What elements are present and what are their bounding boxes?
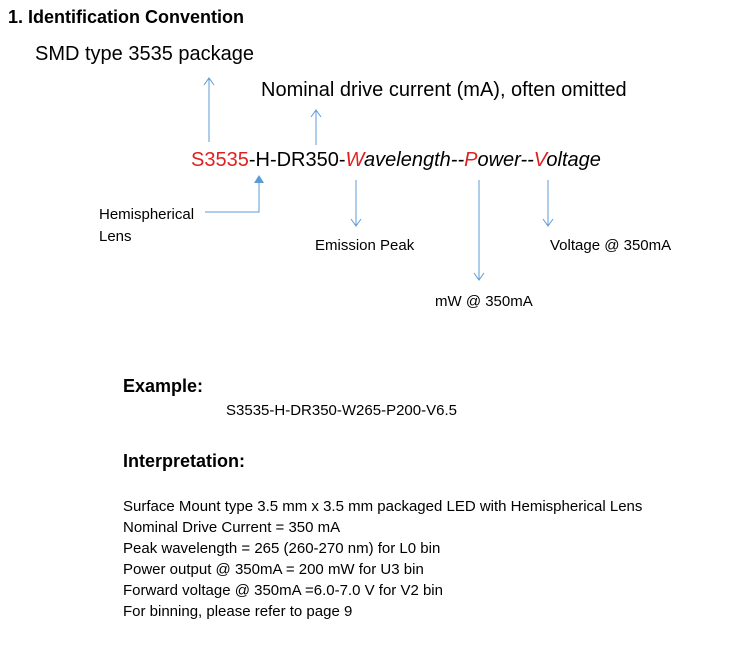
example-code: S3535-H-DR350-W265-P200-V6.5: [226, 402, 457, 419]
example-heading: Example:: [123, 376, 204, 396]
code-separator-2: --: [520, 149, 534, 171]
hemispherical-lens-label: [99, 204, 194, 248]
code-wavelength-rest: avelength: [364, 149, 451, 171]
interpretation-list: [123, 496, 642, 622]
drive-current-label: Nominal drive current (mA), often omitted: [261, 79, 627, 101]
interpretation-line: Power output @ 350mA = 200 mW for U3 bin: [123, 561, 424, 578]
code-voltage-rest: oltage: [546, 149, 601, 171]
interpretation-line: Surface Mount type 3.5 mm x 3.5 mm packaged LED with Hemispherical Lens: [123, 498, 643, 515]
interpretation-line: For binning, please refer to page 9: [123, 603, 353, 620]
code-power-rest: ower: [477, 149, 521, 171]
hemispherical-line-1: Hemispherical: [99, 206, 195, 223]
package-label: SMD type 3535 package: [35, 43, 255, 65]
voltage-label: Voltage @ 350mA: [550, 237, 672, 254]
interpretation-line: Peak wavelength = 265 (260-270 nm) for L0 bin: [123, 540, 441, 557]
emission-peak-label: Emission Peak: [315, 237, 415, 254]
code-power-letter: P: [464, 149, 478, 171]
section-title: 1. Identification Convention: [8, 7, 245, 27]
interpretation-line: Nominal Drive Current = 350 mA: [123, 519, 341, 536]
interpretation-line: Forward voltage @ 350mA =6.0-7.0 V for V2 bin: [123, 582, 443, 599]
code-package-segment: S3535: [191, 149, 249, 171]
code-voltage-letter: V: [533, 149, 547, 171]
hemispherical-line-2: Lens: [99, 228, 132, 245]
power-label: mW @ 350mA: [435, 293, 533, 310]
code-separator-1: --: [450, 149, 465, 171]
lens-connector: [205, 180, 259, 212]
lens-arrowhead: [254, 175, 264, 183]
code-wavelength-letter: W: [345, 149, 365, 171]
interpretation-heading: Interpretation:: [123, 451, 246, 471]
code-lens-current-segment: -H-DR350-: [248, 149, 346, 171]
